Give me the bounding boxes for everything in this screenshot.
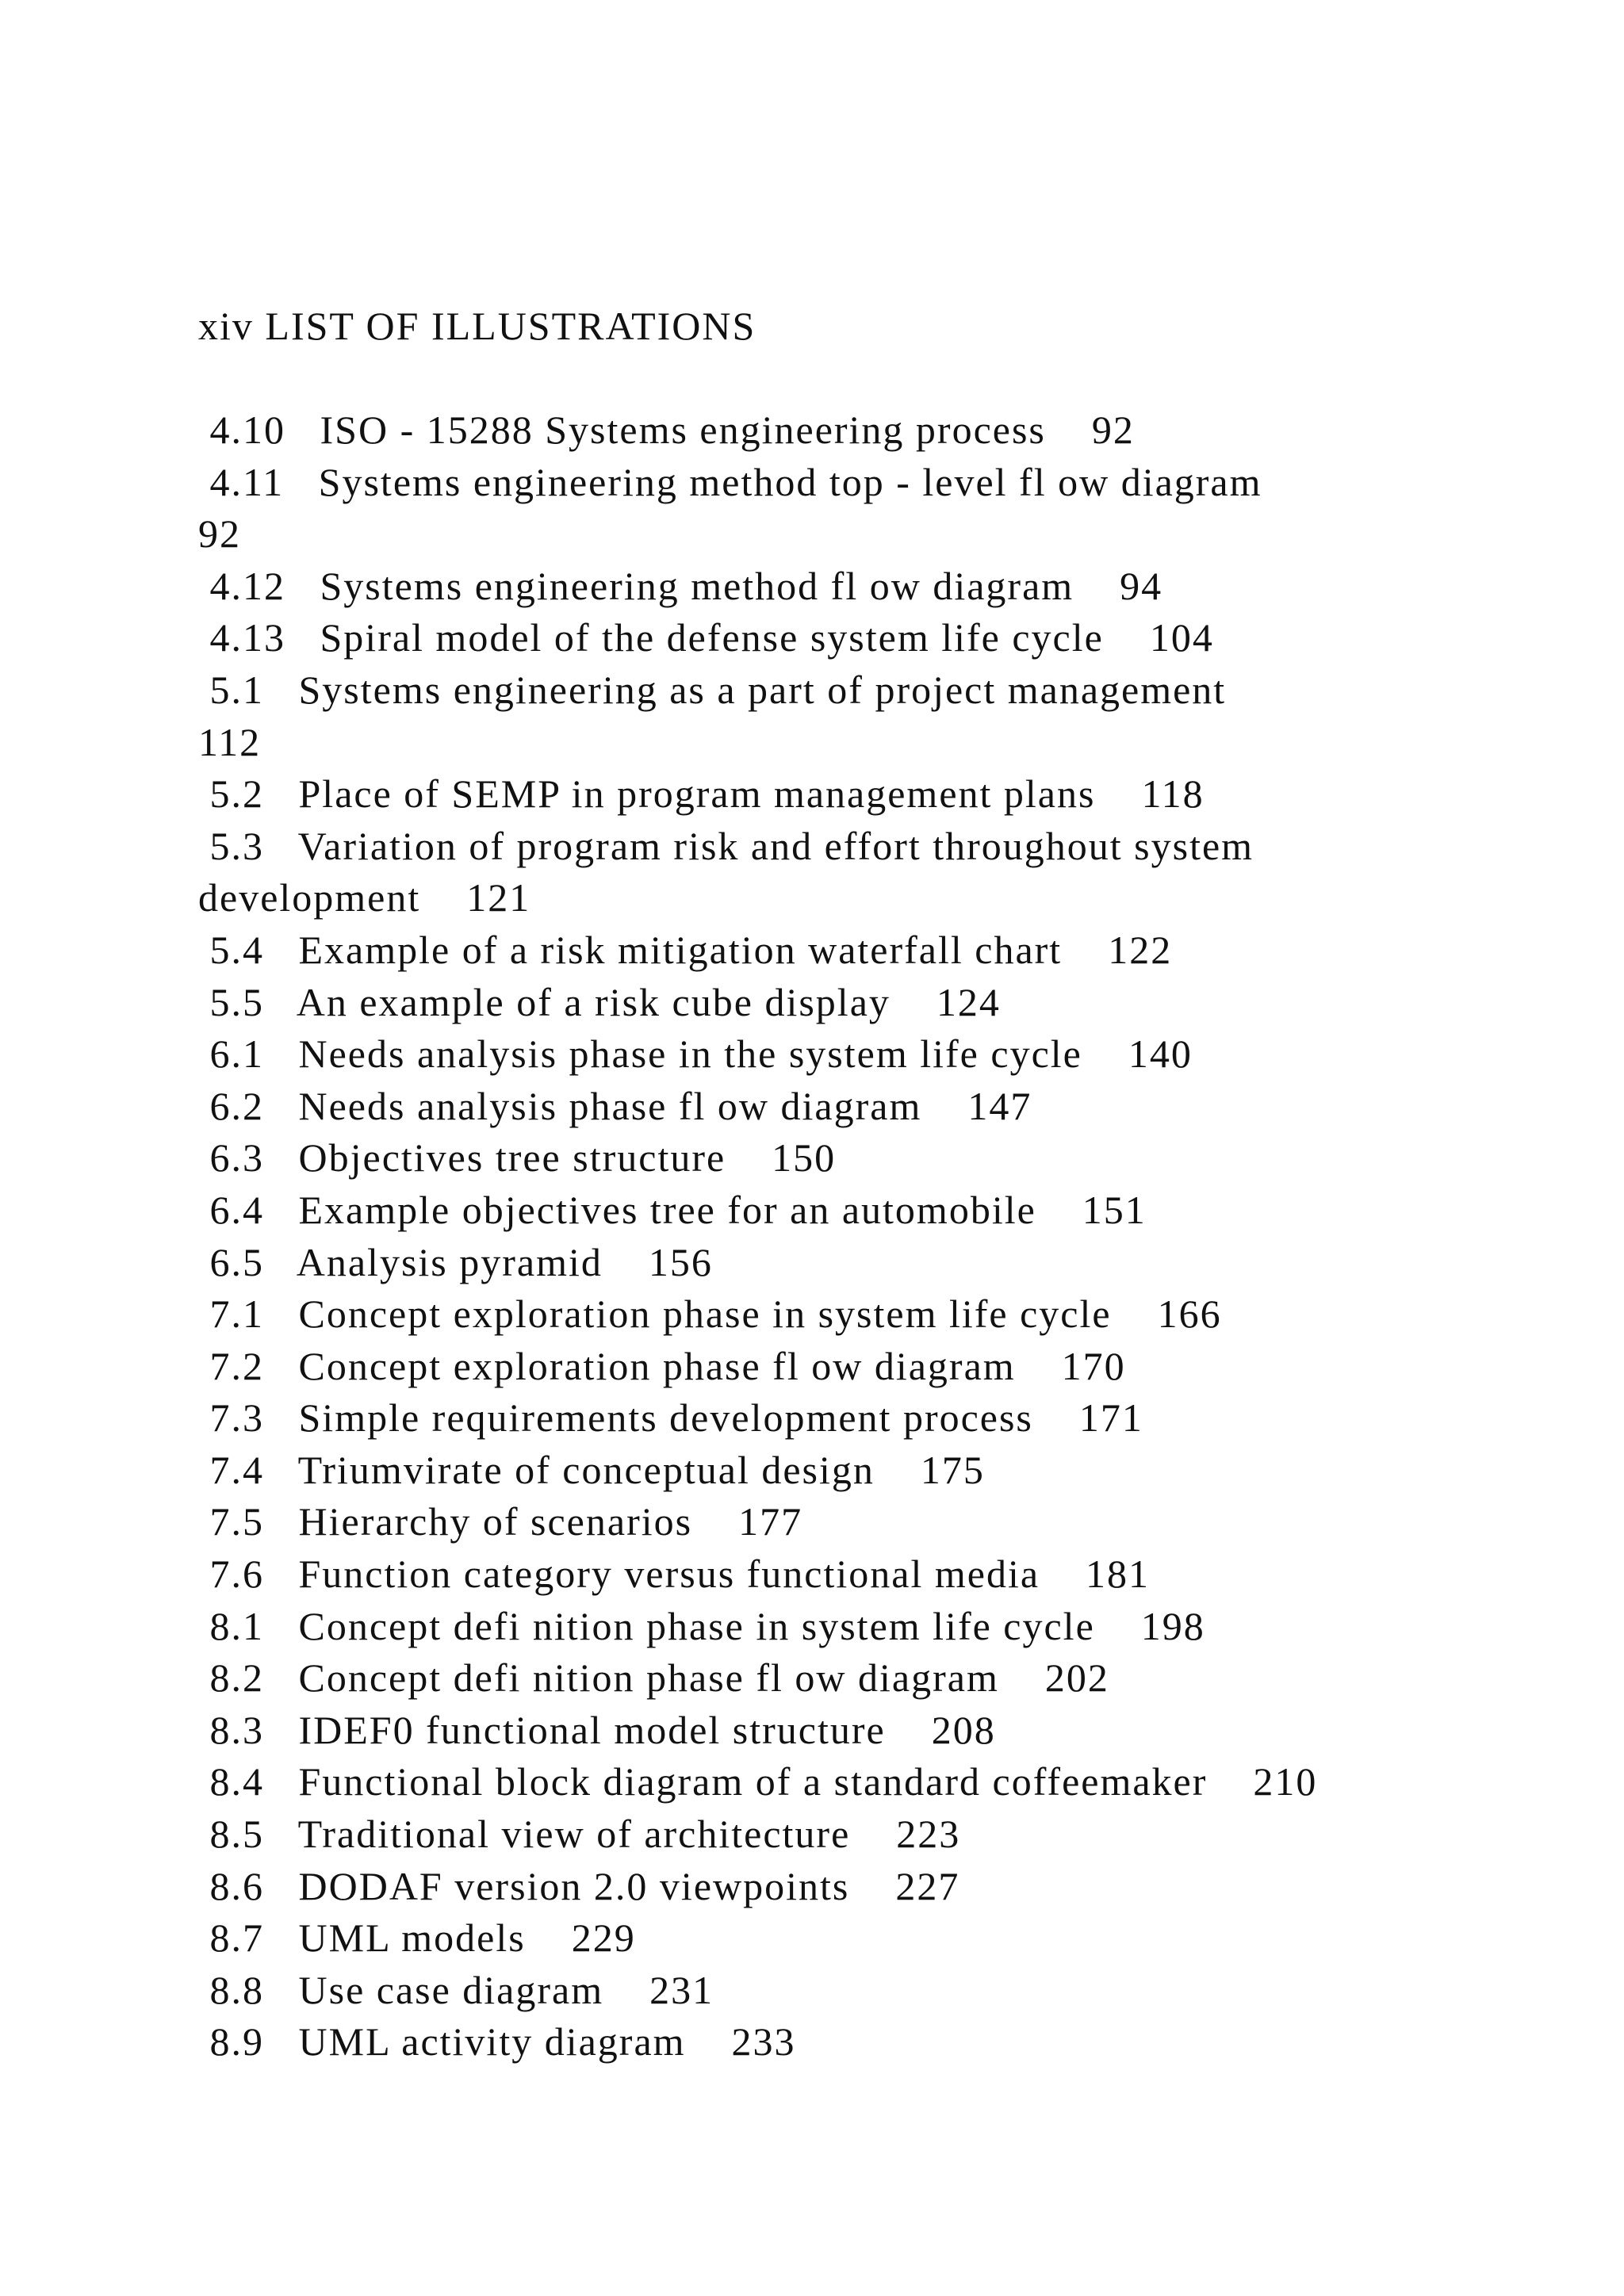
figure-title: UML models: [298, 1915, 526, 1961]
figure-number: 5.2: [209, 771, 264, 817]
figure-title: Hierarchy of scenarios: [298, 1499, 693, 1544]
figure-page: 210: [1253, 1759, 1318, 1804]
figure-title: IDEF0 functional model structure: [298, 1707, 886, 1752]
illustrations-list: [198, 404, 1594, 2068]
figure-page: 156: [648, 1239, 713, 1284]
figure-number: 4.10: [209, 408, 285, 452]
header-page-number: xiv: [198, 304, 254, 348]
list-item: [198, 768, 1594, 821]
figure-number: 8.9: [209, 2019, 264, 2064]
figure-page: 170: [1061, 1343, 1126, 1388]
figure-number: 5.1: [209, 667, 264, 712]
figure-title: Concept exploration phase fl ow diagram: [298, 1343, 1016, 1388]
figure-page: 181: [1086, 1552, 1151, 1597]
figure-number: 4.12: [209, 563, 285, 608]
list-item: [198, 1132, 1594, 1184]
list-item: [198, 2016, 1594, 2068]
header-title: LIST OF ILLUSTRATIONS: [265, 304, 756, 348]
figure-page: 122: [1108, 927, 1173, 972]
figure-page: 171: [1078, 1395, 1143, 1441]
list-item: [198, 1237, 1594, 1289]
figure-number: 8.3: [209, 1707, 264, 1752]
list-item: [198, 1392, 1594, 1445]
figure-title: Use case diagram: [298, 1967, 604, 2012]
list-item: [198, 821, 1594, 924]
figure-number: 5.4: [209, 927, 264, 972]
figure-number: 8.1: [209, 1603, 264, 1648]
figure-title: ISO - 15288 Systems engineering process: [320, 408, 1046, 452]
figure-title: Systems engineering method fl ow diagram: [320, 563, 1074, 608]
list-item: [198, 1705, 1594, 1757]
list-item: [198, 1081, 1594, 1133]
figure-title: Example of a risk mitigation waterfall chart: [298, 927, 1063, 972]
list-item: [198, 1496, 1594, 1548]
figure-title: An example of a risk cube display: [296, 979, 891, 1024]
figure-title: Simple requirements development process: [298, 1395, 1033, 1441]
figure-number: 7.6: [209, 1552, 264, 1597]
list-item: [198, 1965, 1594, 2017]
figure-title: Analysis pyramid: [296, 1239, 603, 1284]
figure-number: 7.5: [209, 1499, 264, 1544]
list-item: [198, 1341, 1594, 1393]
figure-number: 6.3: [209, 1135, 264, 1181]
figure-page: 202: [1044, 1655, 1109, 1701]
figure-number: 5.3: [209, 823, 264, 868]
figure-title: Function category versus functional media: [298, 1552, 1040, 1597]
figure-number: 8.2: [209, 1655, 264, 1701]
figure-number: 4.11: [209, 459, 285, 504]
figure-page: 227: [895, 1863, 960, 1908]
list-item: [198, 1756, 1594, 1808]
figure-page: 94: [1120, 563, 1163, 608]
figure-page: 229: [571, 1915, 636, 1961]
figure-page: 175: [920, 1447, 985, 1492]
figure-title: Traditional view of architecture: [297, 1812, 851, 1857]
list-item: [198, 1861, 1594, 1913]
figure-title: Example objectives tree for an automobile: [298, 1187, 1036, 1232]
figure-number: 7.4: [209, 1447, 264, 1492]
figure-title: Concept exploration phase in system life cycle: [298, 1292, 1112, 1337]
figure-title: Functional block diagram of a standard coffeemaker: [298, 1759, 1208, 1804]
figure-page: 177: [738, 1499, 803, 1544]
figure-page: 208: [931, 1707, 996, 1752]
figure-page: 140: [1128, 1031, 1193, 1077]
figure-title: Concept defi nition phase in system life cycle: [298, 1603, 1095, 1648]
figure-title: Variation of program risk and effort throughout system development: [198, 823, 1254, 920]
list-item: [198, 1652, 1594, 1705]
figure-title: Needs analysis phase fl ow diagram: [298, 1083, 922, 1128]
list-item: [198, 457, 1594, 561]
figure-number: 8.5: [209, 1812, 264, 1857]
figure-page: 92: [198, 511, 241, 557]
figure-page: 121: [466, 875, 531, 920]
figure-page: 198: [1140, 1603, 1205, 1648]
figure-number: 6.2: [209, 1083, 264, 1128]
list-item: [198, 404, 1594, 457]
figure-number: 8.7: [209, 1915, 264, 1961]
figure-title: Systems engineering method top - level fl ow diagram: [318, 459, 1262, 504]
figure-title: UML activity diagram: [298, 2019, 686, 2064]
list-item: [198, 561, 1594, 613]
figure-page: 147: [967, 1083, 1032, 1128]
figure-title: Objectives tree structure: [298, 1135, 726, 1181]
list-item: [198, 977, 1594, 1029]
figure-page: 223: [896, 1812, 961, 1857]
list-item: [198, 1808, 1594, 1861]
figure-page: 124: [936, 979, 1001, 1024]
list-item: [198, 1601, 1594, 1653]
running-header: [198, 300, 756, 352]
list-item: [198, 1548, 1594, 1601]
figure-number: 7.3: [209, 1395, 264, 1441]
figure-number: 7.2: [209, 1343, 264, 1388]
list-item: [198, 1912, 1594, 1965]
figure-number: 6.1: [209, 1031, 264, 1077]
figure-number: 7.1: [209, 1292, 264, 1337]
list-item: [198, 1184, 1594, 1237]
figure-page: 150: [772, 1135, 837, 1181]
figure-number: 6.5: [209, 1239, 264, 1284]
figure-page: 166: [1157, 1292, 1222, 1337]
figure-title: Systems engineering as a part of project management: [298, 667, 1227, 712]
figure-number: 8.6: [209, 1863, 264, 1908]
figure-number: 5.5: [209, 979, 264, 1024]
figure-title: Spiral model of the defense system life cycle: [320, 615, 1104, 660]
figure-title: DODAF version 2.0 viewpoints: [298, 1863, 850, 1908]
figure-number: 8.4: [209, 1759, 264, 1804]
figure-title: Concept defi nition phase fl ow diagram: [298, 1655, 999, 1701]
figure-page: 233: [731, 2019, 796, 2064]
list-item: [198, 1028, 1594, 1081]
figure-page: 104: [1149, 615, 1214, 660]
figure-number: 4.13: [209, 615, 285, 660]
list-item: [198, 924, 1594, 977]
figure-title: Triumvirate of conceptual design: [297, 1447, 875, 1492]
figure-number: 6.4: [209, 1187, 264, 1232]
figure-page: 112: [198, 719, 262, 764]
figure-page: 151: [1082, 1187, 1147, 1232]
list-item: [198, 1288, 1594, 1341]
figure-page: 118: [1141, 771, 1205, 817]
figure-title: Needs analysis phase in the system life cycle: [298, 1031, 1082, 1077]
figure-number: 8.8: [209, 1967, 264, 2012]
list-item: [198, 612, 1594, 664]
list-item: [198, 1445, 1594, 1497]
figure-page: 231: [649, 1967, 714, 2012]
figure-title: Place of SEMP in program management plans: [298, 771, 1096, 817]
figure-page: 92: [1091, 408, 1135, 452]
list-item: [198, 664, 1594, 768]
